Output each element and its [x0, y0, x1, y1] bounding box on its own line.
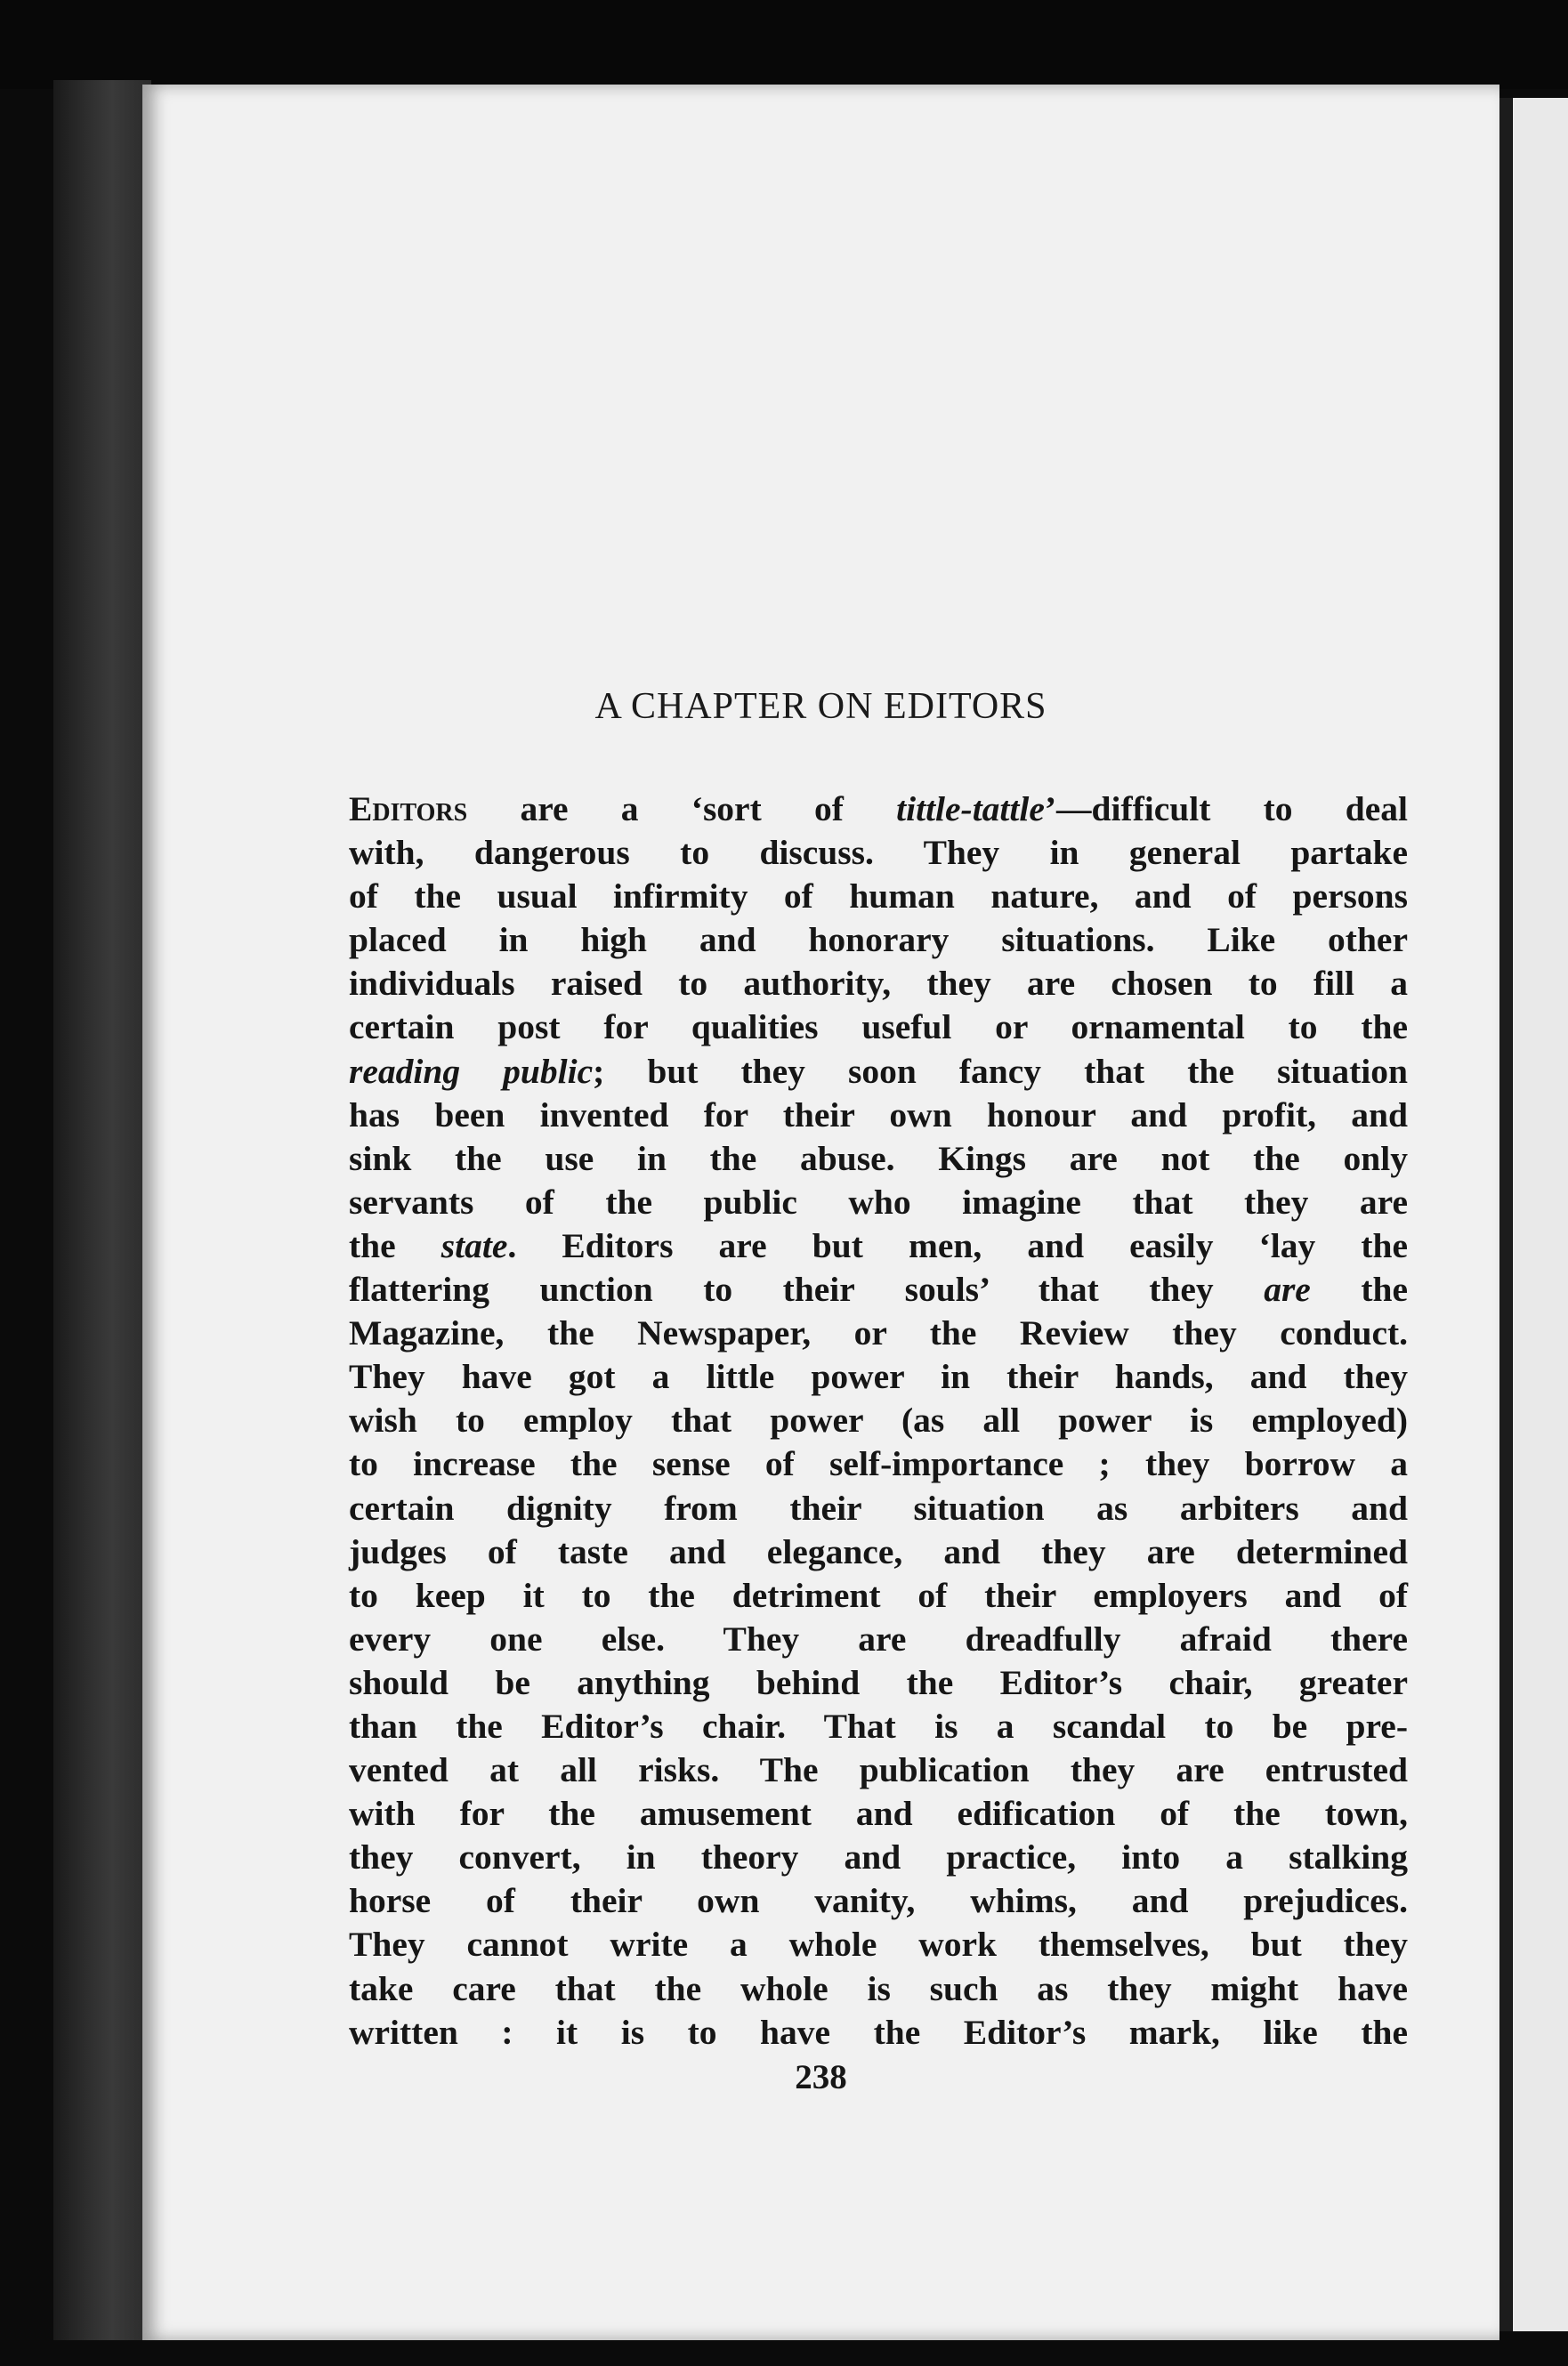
text-segment: certain dignity from their situation as arbiters and [349, 1488, 1408, 1528]
scan-background-top [0, 0, 1568, 89]
text-segment: Magazine, the Newspaper, or the Review they conduct. [349, 1313, 1408, 1353]
text-line [349, 1574, 1408, 1618]
text-line [349, 1879, 1408, 1923]
text-segment: take care that the whole is such as they might have [349, 1968, 1408, 2008]
text-line [349, 1399, 1408, 1442]
text-segment: ’—difficult to deal [1044, 789, 1409, 828]
text-segment: they convert, in theory and practice, into a stalking [349, 1837, 1408, 1877]
text-segment: wish to employ that power (as all power is employed) [349, 1401, 1408, 1441]
text-line [349, 1705, 1408, 1748]
text-segment: are a ‘sort of [467, 789, 897, 828]
text-line [349, 1618, 1408, 1661]
book-binding-edge [53, 80, 151, 2340]
text-line [349, 1312, 1408, 1355]
text-segment: to keep it to the detriment of their employers and of [349, 1575, 1408, 1615]
text-segment: with, dangerous to discuss. They in general partake [349, 833, 1408, 873]
text-segment: with for the amusement and edification of the town, [349, 1794, 1408, 1834]
italic-text: tittle-tattle [896, 789, 1045, 828]
text-segment: ; but they soon fancy that the situation [593, 1051, 1409, 1091]
text-line [349, 1792, 1408, 1836]
italic-text: are [1264, 1270, 1311, 1310]
text-segment: than the Editor’s chair. That is a scandal to be pre- [349, 1706, 1408, 1746]
text-segment: placed in high and honorary situations. Like other [349, 920, 1408, 960]
text-segment: vented at all risks. The publication they are entrusted [349, 1750, 1408, 1790]
text-line [349, 1005, 1408, 1049]
text-segment: should be anything behind the Editor’s chair, greater [349, 1662, 1408, 1702]
text-line [349, 1268, 1408, 1312]
text-segment: every one else. They are dreadfully afraid there [349, 1619, 1408, 1659]
text-segment: flattering unction to their souls’ that they [349, 1270, 1265, 1310]
text-line [349, 1836, 1408, 1879]
text-segment: judges of taste and elegance, and they are determined [349, 1531, 1408, 1571]
text-line [349, 2011, 1408, 2055]
text-line [349, 875, 1408, 918]
text-segment: to increase the sense of self-importance ; they borrow a [349, 1444, 1408, 1484]
text-line [349, 1224, 1408, 1268]
chapter-title: A CHAPTER ON EDITORS [594, 686, 1047, 727]
text-line [349, 1137, 1408, 1181]
text-line [349, 1094, 1408, 1137]
text-line [349, 1530, 1408, 1574]
text-segment: individuals raised to authority, they are chosen to fill a [349, 964, 1408, 1004]
text-line [349, 1355, 1408, 1399]
text-line [349, 1181, 1408, 1224]
page-number: 238 [795, 2058, 847, 2096]
text-line [349, 1487, 1408, 1530]
text-line [349, 962, 1408, 1005]
text-segment: servants of the public who imagine that they are [349, 1182, 1408, 1222]
text-line [349, 1050, 1408, 1094]
italic-text: state [440, 1225, 508, 1265]
text-segment: certain post for qualities useful or ornamental to the [349, 1007, 1408, 1047]
text-line [349, 1923, 1408, 1966]
text-segment: of the usual infirmity of human nature, and of persons [349, 876, 1408, 917]
text-line [349, 787, 1408, 831]
text-segment: horse of their own vanity, whims, and prejudices. [349, 1881, 1408, 1921]
italic-text: reading public [349, 1051, 594, 1091]
text-segment: sink the use in the abuse. Kings are not the only [349, 1138, 1408, 1178]
text-segment: written : it is to have the Editor’s mark, like the [349, 2012, 1408, 2052]
text-line [349, 831, 1408, 875]
text-segment: . Editors are but men, and easily ‘lay the [507, 1225, 1408, 1265]
text-line [349, 1748, 1408, 1792]
text-segment: has been invented for their own honour and profit, and [349, 1094, 1408, 1135]
text-line [349, 918, 1408, 962]
text-line [349, 1967, 1408, 2011]
text-segment: the [1310, 1270, 1408, 1310]
text-segment: They have got a little power in their hands, and they [349, 1357, 1408, 1397]
page-gutter-shadow [1499, 98, 1512, 2331]
text-segment: the [349, 1225, 441, 1265]
text-segment: They cannot write a whole work themselves, but they [349, 1925, 1408, 1965]
small-caps-text: Editors [349, 789, 468, 828]
adjacent-page-edge [1513, 98, 1568, 2331]
text-line [349, 1661, 1408, 1705]
text-line [349, 1442, 1408, 1486]
body-text [349, 787, 1408, 2055]
